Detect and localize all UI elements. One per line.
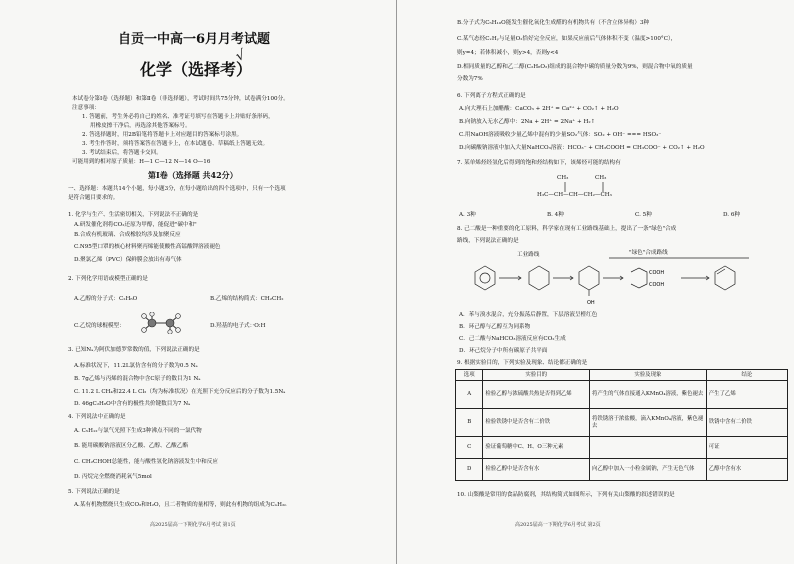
table-cell: 将产生的气体直接通入KMnO₄溶液，紫色褪去 [590, 381, 707, 409]
option: B．环己醇与乙醇互为同系物 [459, 324, 531, 330]
structure-formula: H₃C—CH—CH—CH₂—CH₃ [537, 192, 612, 198]
option: A.研发催化剂将CO₂还原为甲醇，能促进"碳中和" [74, 222, 197, 228]
table-header-row [456, 370, 788, 381]
table-cell: 将铁锈溶于浓盐酸，滴入KMnO₄溶液，紫色褪去 [590, 409, 707, 437]
scheme-label: 工业路线 [517, 252, 540, 258]
table-cell [590, 437, 707, 459]
question-8: 8. 己二酸是一种重要的化工原料，科学家在现有工业路线基础上，提出了一条"绿色"合成 [457, 226, 677, 232]
option: A．苯与溴水混合，充分振荡后静置，下层溶液呈橙红色 [459, 312, 598, 318]
option: D．环己烷分子中所有碳原子共平面 [459, 348, 548, 354]
table-cell: B [456, 409, 483, 437]
option: B. 4种 [547, 212, 564, 218]
option: D.羟基的电子式：·O:H [210, 323, 266, 329]
intro-line: 用橡皮擦干净后，再选涂其他答案标号。 [90, 123, 191, 129]
experiment-table [455, 369, 788, 481]
intro-line: 3. 考生作答时，须将答案答在答题卡上，在本试题卷、草稿纸上答题无效。 [82, 141, 269, 147]
table-cell: 产生了乙烯 [706, 381, 787, 409]
page-footer: 高2025届高一下期化学6月考试 第1页 [150, 522, 236, 528]
question-5: 5. 下列说法正确的是 [68, 489, 120, 495]
option: A. C₅H₁₂与氯气光照下生成3种沸点不同的一氯代物 [74, 428, 202, 434]
structure-substituent: CH₃ [595, 175, 607, 181]
option: C.用NaOH溶液吸收少量乙烯中混有的少量SO₂气体：SO₂ + OH⁻ === HSO₃⁻ [459, 132, 662, 138]
table-header: 实验及现象 [590, 370, 707, 381]
option: C.N95型口罩的核心材料聚丙烯能使酸性高锰酸钾溶液褪色 [74, 244, 221, 250]
option: A.标准状况下，11.2L氯仿含有的分子数为0.5 Nₐ [74, 363, 198, 369]
table-row [456, 409, 788, 437]
option: C. 5种 [635, 212, 652, 218]
option: B.分子式为C₅H₁₀O能发生催化氧化生成醛的有机物共有（不含立体异构）3种 [457, 20, 650, 26]
table-cell: A [456, 381, 483, 409]
intro-line: 3. 考试结束后，将答题卡交回。 [82, 150, 162, 156]
option: C. CH₂CHOH总能性，能与酸性氢化钠溶液发生中和反应 [74, 459, 218, 465]
page-footer: 高2025届高一下期化学6月考试 第2页 [515, 522, 601, 528]
table-cell: 向乙醇中加入一小粒金属钠，产生无色气体 [590, 459, 707, 481]
table-cell: C [456, 437, 483, 459]
table-cell: D [456, 459, 483, 481]
question-6: 6. 下列离子方程式正确的是 [457, 93, 526, 99]
intro-line: 本试卷分第Ⅰ卷（选择题）和第Ⅱ卷（非选择题），考试时间共75分钟，试卷满分100分。 [72, 96, 289, 102]
option: D.相同质量的乙醇和乙二醇(C₂H₆O₂)组成的混合物中碳的质量分数为9%，则混合物中氧的质量 [457, 64, 693, 70]
question-10: 10. 山梨酸是常用的食品防腐剂，其结构简式如图所示，下列有关山梨酸的叙述错误的是 [457, 492, 675, 498]
intro-line: 可能用到的相对原子质量：H—1 C—12 N—14 O—16 [72, 159, 211, 165]
svg-text:COOH: COOH [649, 270, 665, 276]
question-4: 4. 下列说法中正确的是 [68, 414, 126, 420]
instructions: 一、选择题：本题共14个小题，每小题3分，在每小题给出的四个选项中，只有一个选项 [68, 186, 286, 192]
exam-title: 自贡一中高一6月月考试题 [118, 32, 271, 47]
intro-line: 1. 答题前，考生务必将自己的姓名、准考证号填写在答题卡上并贴好条形码， [82, 114, 274, 120]
svg-text:OH: OH [587, 300, 595, 306]
option: B.向钠放入无水乙醇中：2Na + 2H⁺ = 2Na⁺ + H₂↑ [459, 119, 596, 125]
option: D.向碳酸钠溶液中加入大量NaHCO₃溶液：HCO₃⁻ + CH₃COOH = CH₃COO⁻ + CO₂↑ + H₂O [459, 145, 705, 151]
right-page [397, 0, 794, 564]
question-7: 7. 某单烯烃经氢化后得到的饱和烃结构如下，该烯烃可能的结构有 [457, 160, 621, 166]
option: 则y=4；若体积减小，则y>4，否则y<4 [457, 50, 559, 56]
table-row [456, 381, 788, 409]
question-2: 2. 下列化学用语或模型正确的是 [68, 276, 148, 282]
option: D. 46gC₂H₆O中含有的极性共价键数目为7 Nₐ [74, 401, 191, 407]
option: A. 3种 [459, 212, 476, 218]
reaction-scheme [459, 250, 759, 308]
table-cell: 可证 [706, 437, 787, 459]
question-9: 9. 根据实验目的，下列实验及现象、结论都正确的是 [457, 360, 588, 366]
option: B.合成有机玻璃、合成橡胶均涉及加聚反应 [74, 232, 181, 238]
table-header: 结论 [706, 370, 787, 381]
table-cell: 乙醇中含有水 [706, 459, 787, 481]
table-cell: 检验铁锈中是否含有二价铁 [483, 409, 590, 437]
option: B. 7g乙烯与丙烯的混合物中含C原子的数目为1 Nₐ [74, 376, 201, 382]
option: A.向大理石上加醋酸：CaCO₃ + 2H⁺ = Ca²⁺ + CO₂↑ + H₂O [459, 106, 619, 112]
table-header: 选项 [456, 370, 483, 381]
table-header: 实验目的 [483, 370, 590, 381]
scheme-label: "绿色"合成路线 [629, 250, 668, 256]
section-heading: 第Ⅰ卷（选择题 共42分） [148, 170, 238, 180]
intro-line: 注意事项： [72, 105, 100, 111]
handwritten-mark: √ [233, 47, 248, 65]
option: D. 6种 [723, 212, 740, 218]
svg-text:COOH: COOH [649, 282, 665, 288]
option: A.某有机物燃烧只生成CO₂和H₂O，且二者物质的量相等，则此有机物的组成为CₙH₂ₙ [74, 502, 287, 508]
option: C. 11.2 L CH₄和22.4 L Cl₂（均为标准状况）在光照下充分反应后的分子数为1.5Nₐ [74, 389, 286, 395]
exam-subject: 化学（选择考） [140, 60, 253, 79]
option: D.聚氯乙烯（PVC）保鲜膜会放出有毒气体 [74, 257, 182, 263]
table-cell: 铁锈中含有二价铁 [706, 409, 787, 437]
option: C.乙烷的球棍模型： [74, 323, 125, 329]
intro-line: 2. 答选择题时，用2B铅笔将答题卡上对应题目的答案标号涂黑。 [82, 132, 243, 138]
question-3: 3. 已知Nₐ为阿伏加德罗常数的值，下列说法正确的是 [68, 347, 200, 353]
table-row [456, 437, 788, 459]
option: D. 丙烷完全燃烧消耗氧气5mol [74, 474, 152, 480]
structure-substituent: CH₃ [557, 175, 569, 181]
option: C．己二酸与NaHCO₃溶液反应有CO₂生成 [459, 336, 566, 342]
question-1: 1. 化学与生产、生活密切相关，下列说法不正确的是 [68, 212, 199, 218]
option: B.乙烯的结构简式：CH₂CH₂ [210, 296, 284, 302]
question-8: 路线，下列说法正确的是 [457, 238, 519, 244]
ball-stick-model [138, 312, 184, 334]
option: B. 能用碳酸钠溶液区分乙酸、乙醇、乙酸乙酯 [74, 443, 188, 449]
option: A.乙醇的分子式：C₂H₆O [74, 296, 138, 302]
option: 分数为7% [457, 76, 483, 82]
table-cell: 检验乙醇中是否含有水 [483, 459, 590, 481]
instructions: 是符合题目要求的。 [68, 195, 119, 201]
table-cell: 检验乙醇与浓硫酸共热是否得到乙烯 [483, 381, 590, 409]
table-row [456, 459, 788, 481]
table-cell: 验证葡萄糖中C、H、O三种元素 [483, 437, 590, 459]
option: C.某气态烃CₓHᵧ与足量O₂恰好完全反应，如果反应前后气体体积不变（温度>100°C）， [457, 36, 677, 42]
structure-bonds [557, 182, 617, 192]
